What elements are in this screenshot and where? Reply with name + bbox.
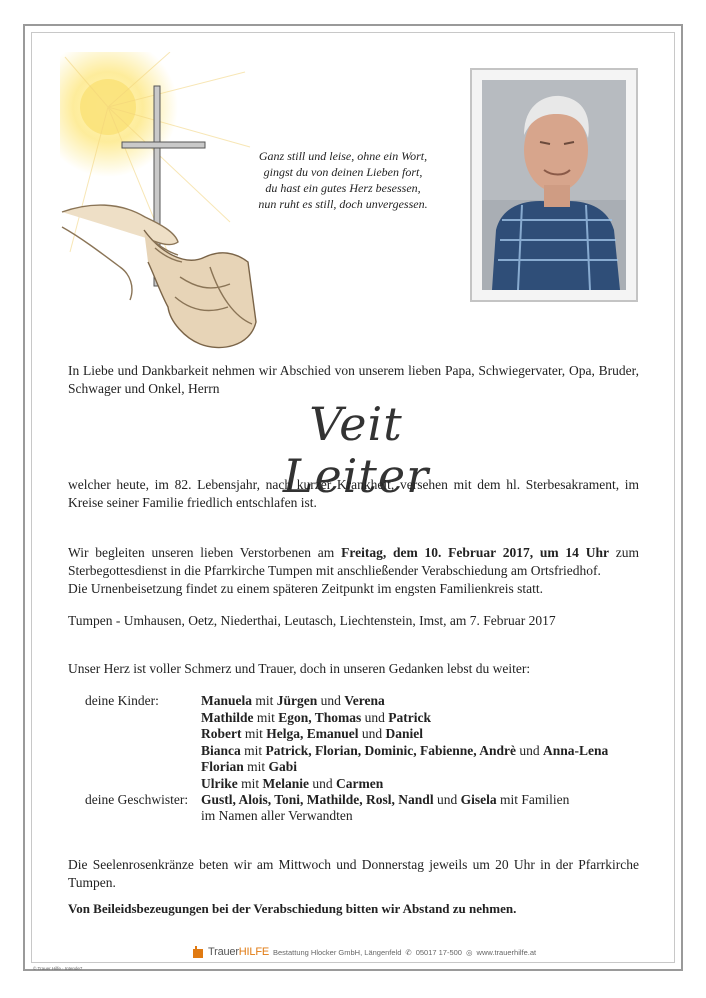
family-name: Bianca [201, 742, 241, 758]
logo-part2: HILFE [238, 946, 269, 958]
places-date-line: Tumpen - Umhausen, Oetz, Niederthai, Leutasch, Liechtenstein, Imst, am 7. Februar 2017 [68, 613, 556, 628]
relatives-line: im Namen aller Verwandten [201, 808, 353, 823]
family-name: Carmen [336, 775, 384, 791]
child-row [201, 710, 431, 727]
family-name: Egon, Thomas [278, 709, 362, 725]
condolence-note: Von Beileidsbezeugungen bei der Verabschiedung bitten wir Abstand zu nehmen. [68, 901, 517, 916]
funeral-date: Freitag, dem 10. Februar 2017, um 14 Uhr [341, 545, 609, 560]
family-name: Melanie [262, 775, 310, 791]
family-connector: mit [237, 775, 263, 791]
family-name: Ulrike [201, 775, 238, 791]
logo-part1: Trauer [208, 946, 239, 958]
rosary-paragraph: Die Seelenrosenkränze beten wir am Mittwoch und Donnerstag jeweils um 20 Uhr in der Pfarrkirche Tumpen. [68, 857, 639, 890]
copyright: © Trauer Hilfe · Intende7 [33, 966, 83, 971]
child-row [201, 776, 383, 793]
family-name: Manuela [201, 693, 253, 708]
family-connector: mit [241, 726, 267, 741]
website[interactable]: www.trauerhilfe.at [476, 947, 537, 957]
funeral-text: Wir begleiten unseren lieben Verstorbenen am [68, 545, 342, 560]
child-row [201, 726, 423, 743]
family-connector: mit [253, 709, 279, 725]
child-row [201, 759, 297, 776]
heart-line: Unser Herz ist voller Schmerz und Trauer, doch in unseren Gedanken lebst du weiter: [68, 661, 531, 676]
family-connector: mit [243, 759, 269, 774]
family-name: Verena [344, 693, 385, 708]
family-connector: und [317, 693, 345, 708]
siblings-names [201, 792, 569, 809]
family-name: Gabi [268, 759, 298, 774]
family-connector: und [433, 792, 461, 807]
hands-icon [62, 205, 256, 347]
poem-line: nun ruht es still, doch unvergessen. [258, 197, 428, 211]
child-row [201, 743, 608, 760]
cross-hands-illustration [60, 52, 260, 357]
children-label: deine Kinder: [85, 693, 159, 708]
family-connector: mit [240, 742, 266, 758]
family-name: Florian [201, 759, 244, 774]
siblings-label: deine Geschwister: [85, 792, 189, 807]
candle-logo-icon [192, 946, 204, 958]
web-icon: ◎ [465, 947, 473, 957]
urn-burial-line: Die Urnenbeisetzung findet zu einem späteren Zeitpunkt im engsten Familienkreis statt. [68, 581, 543, 596]
phone-icon: ✆ [405, 947, 412, 957]
poem-line: Ganz still und leise, ohne ein Wort, [258, 149, 428, 163]
intro-paragraph: In Liebe und Dankbarkeit nehmen wir Abschied von unserem lieben Papa, Schwiegervater, Opa, Bruder, Schwager und Onkel, Herrn [68, 363, 639, 396]
family-name: Helga, Emanuel [266, 726, 359, 741]
footer [192, 945, 536, 959]
family-connector: und [516, 742, 544, 758]
family-name: Jürgen [276, 693, 318, 708]
family-name: Gisela [460, 792, 497, 807]
family-name: Daniel [385, 726, 424, 741]
family-connector: und [361, 709, 389, 725]
trauerhilfe-logo [208, 946, 269, 958]
family-name: Patrick, Florian, Dominic, Fabienne, Andrè [265, 742, 517, 758]
poem [232, 148, 454, 212]
family-name: Patrick [388, 709, 432, 725]
family-connector: und [309, 775, 337, 791]
child-row [201, 693, 385, 710]
family-connector: mit Familien [496, 792, 570, 807]
company-name: Bestattung Hlocker GmbH, Längenfeld [272, 947, 402, 957]
portrait-photo [482, 80, 626, 290]
deceased-name: Veit Leiter [282, 397, 430, 503]
family-name: Anna-Lena [543, 742, 609, 758]
family-name: Mathilde [201, 709, 254, 725]
funeral-text: zum Sterbegottesdienst in die Pfarrkirche Tumpen mit anschließender Verabschiedung am Ortsfriedhof. [68, 545, 639, 578]
family-name: Robert [201, 726, 242, 741]
family-connector: mit [252, 693, 277, 708]
family-connector: und [358, 726, 386, 741]
portrait-frame [470, 68, 638, 302]
family-name: Gustl, Alois, Toni, Mathilde, Rosl, Nandl [201, 792, 434, 807]
poem-line: gingst du von deinen Lieben fort, [263, 165, 423, 179]
death-notice-paragraph: welcher heute, im 82. Lebensjahr, nach kurzer Krankheit, versehen mit dem hl. Sterbesakrament, im Kreise seiner Familie friedlich entschlafen ist. [68, 477, 639, 510]
poem-line: du hast ein gutes Herz besessen, [265, 181, 421, 195]
funeral-paragraph [68, 544, 639, 580]
phone-number: 05017 17-500 [415, 947, 462, 957]
